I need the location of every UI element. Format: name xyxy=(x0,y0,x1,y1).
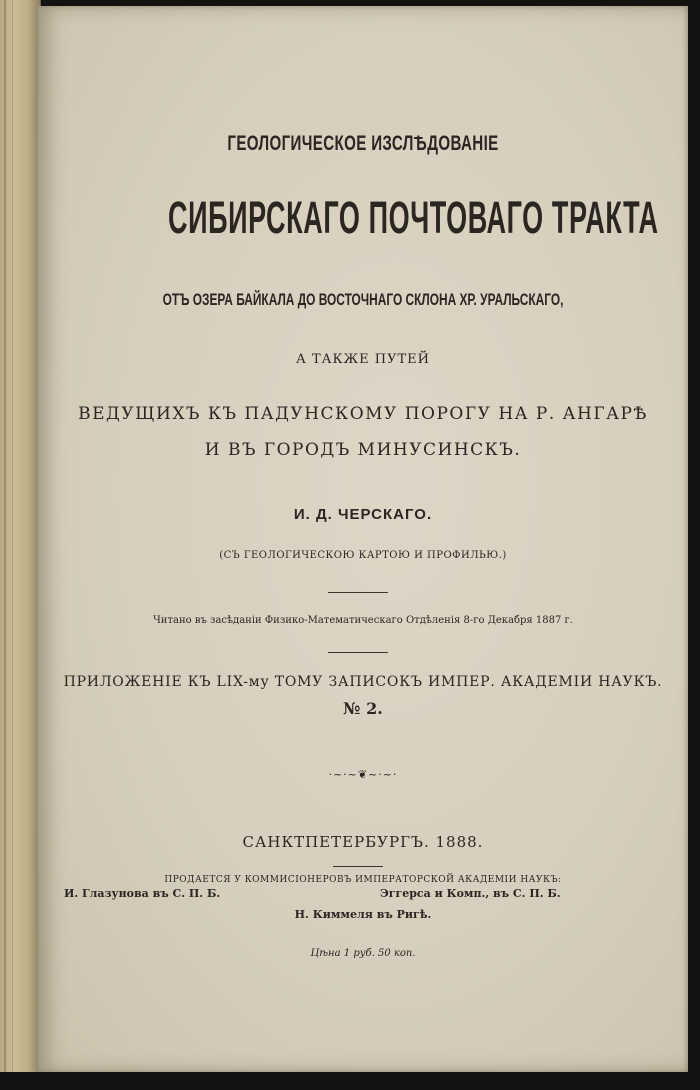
seller-glazunov: И. Глазунова въ С. П. Б. xyxy=(64,887,221,900)
route-line: ОТЪ ОЗЕРА БАЙКАЛА ДО ВОСТОЧНАГО СКЛОНА ХР. УРАЛЬСКАГО, xyxy=(162,290,564,309)
book-page-edges xyxy=(0,0,41,1072)
divider-rule xyxy=(328,652,388,653)
seller-kimmel: Н. Киммеля въ Ригѣ. xyxy=(294,908,432,921)
ornament-divider: ·~·~❦~·~· xyxy=(328,768,398,781)
divider-rule xyxy=(328,592,388,593)
city-year: САНКТПЕТЕРБУРГЪ. 1888. xyxy=(242,833,484,851)
page-edge-line xyxy=(12,0,13,1072)
main-title: СИБИРСКАГО ПОЧТОВАГО ТРАКТА xyxy=(167,192,659,243)
map-note: (СЪ ГЕОЛОГИЧЕСКОЮ КАРТОЮ И ПРОФИЛЬЮ.) xyxy=(219,550,507,561)
also-roads-line: А ТАКЖЕ ПУТЕЙ xyxy=(295,352,430,367)
supplement-line: ПРИЛОЖЕНІЕ КЪ LIX-му ТОМУ ЗАПИСОКЪ ИМПЕР. АКАДЕМІИ НАУКЪ. xyxy=(63,674,663,690)
angara-line: ВЕДУЩИХЪ КЪ ПАДУНСКОМУ ПОРОГУ НА Р. АНГАРѢ xyxy=(78,404,648,424)
minusinsk-line: И ВЪ ГОРОДЪ МИНУСИНСКЪ. xyxy=(204,440,522,460)
page-edge-line xyxy=(4,0,6,1072)
seller-eggers: Эггерса и Комп., въ С. П. Б. xyxy=(380,887,561,900)
divider-rule xyxy=(333,866,383,867)
subtitle-geological-study: ГЕОЛОГИЧЕСКОЕ ИЗСЛѢДОВАНІЕ xyxy=(227,132,499,155)
title-page xyxy=(38,6,688,1072)
reading-note: Читано въ засѣданіи Физико-Математическаго Отдѣленія 8-го Декабря 1887 г. xyxy=(153,615,573,626)
author-name: И. Д. ЧЕРСКАГО. xyxy=(293,506,433,523)
sold-by-line: ПРОДАЕТСЯ У КОММИСІОНЕРОВЪ ИМПЕРАТОРСКОЙ АКАДЕМІИ НАУКЪ: xyxy=(164,875,562,885)
issue-number: № 2. xyxy=(343,699,383,718)
price-line: Цѣна 1 руб. 50 коп. xyxy=(310,948,416,959)
